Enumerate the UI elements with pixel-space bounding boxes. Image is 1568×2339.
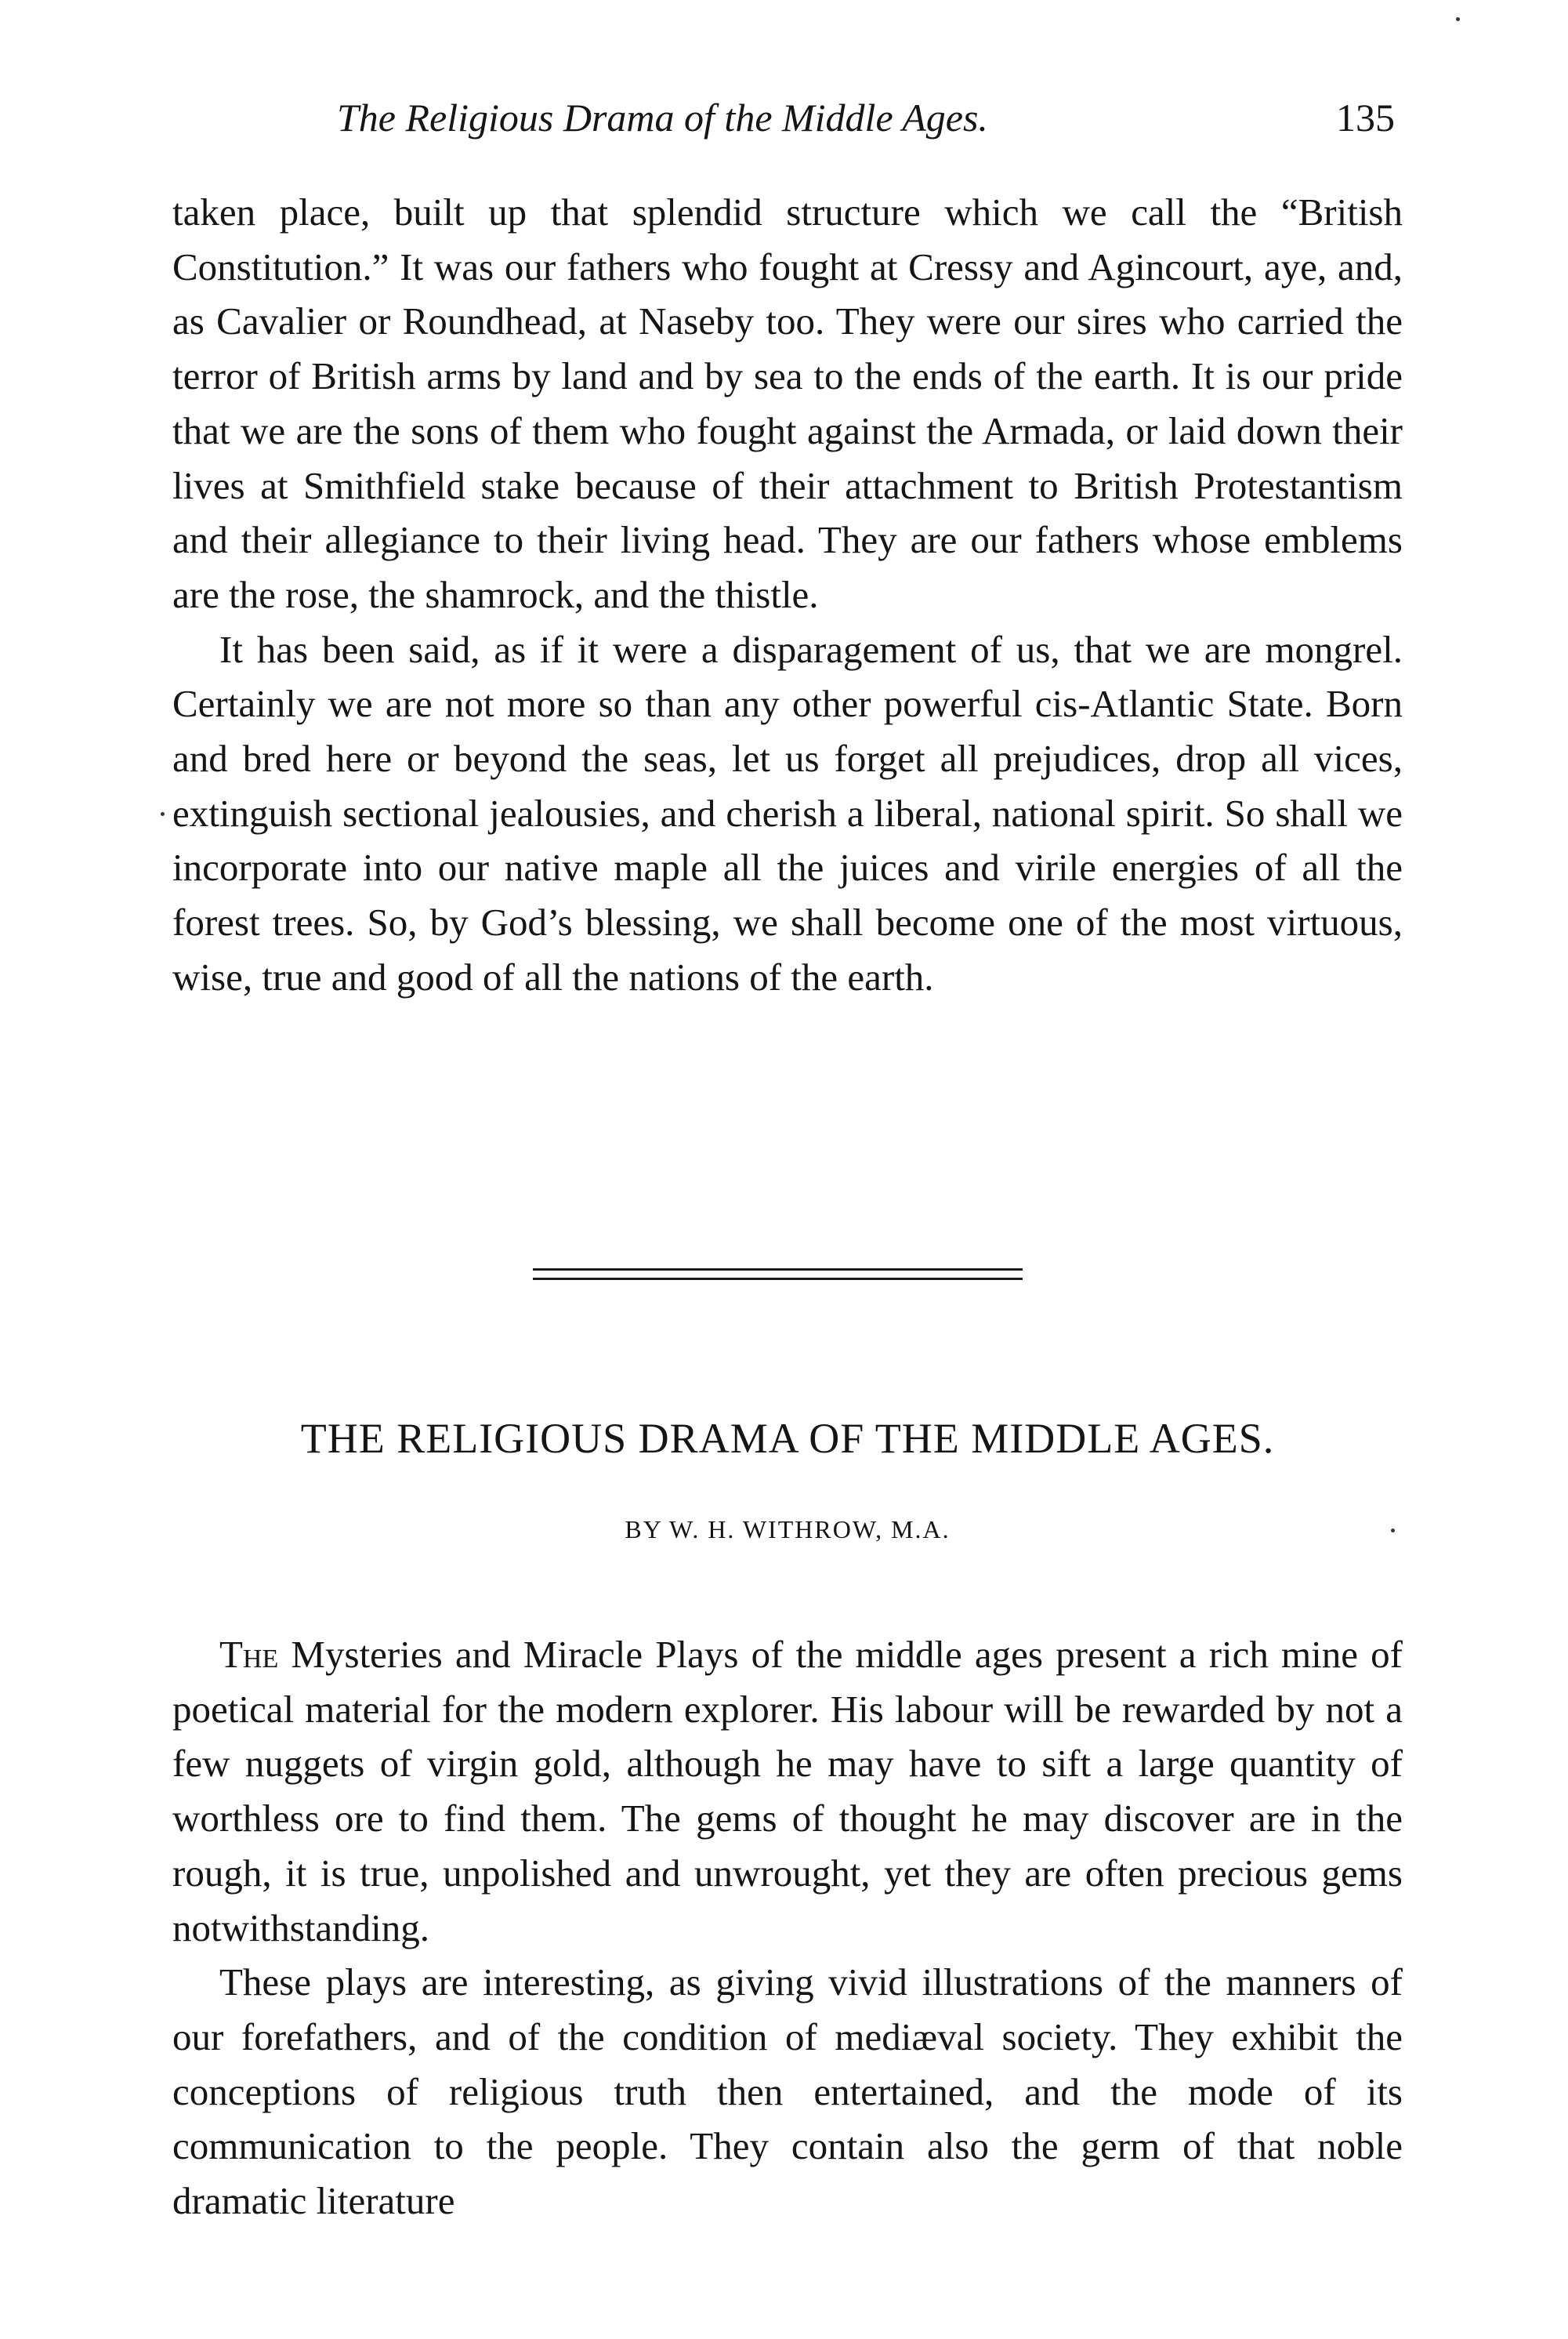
running-head: [337, 90, 1395, 145]
print-speck: [161, 812, 165, 816]
paragraph: It has been said, as if it were a disparagement of us, that we are mongrel. Certainly we are not more so than any other powerful cis-Atlantic State. Born and bred here or beyond the seas, let us forget all prejudices, drop all vices, extinguish sectional jealousies, and cherish a liberal, national spirit. So shall we incorporate into our native maple all the juices and virile energies of all the forest trees. So, by God’s blessing, we shall become one of the most virtuous, wise, true and good of all the nations of the earth.: [172, 627, 1403, 999]
running-title: The Religious Drama of the Middle Ages.: [337, 96, 988, 140]
paragraph: These plays are interesting, as giving vivid illustrations of the manners of our forefathers, and of the condition of mediæval society. They exhibit the conceptions of religious truth then entertained, and the mode of its communication to the people. They contain also the germ of that noble dramatic literature: [172, 1960, 1403, 2223]
article-byline: BY W. H. WITHROW, M.A.: [625, 1515, 951, 1543]
paragraph: taken place, built up that splendid structure which we call the “British Constitution.” It was our fathers who fought at Cressy and Agincourt, aye, and, as Cavalier or Roundhead, at Naseby too. They were our sires who carried the terror of British arms by land and by sea to the ends of the earth. It is our pride that we are the sons of them who fought against the Armada, or laid down their lives at Smithfield stake because of their attachment to British Protestantism and their allegiance to their living head. They are our fathers whose emblems are the rose, the shamrock, and the thistle.: [172, 190, 1403, 616]
paragraph: [172, 1627, 1403, 1955]
section-divider-rule: [533, 1268, 1023, 1271]
article-title: THE RELIGIOUS DRAMA OF THE MIDDLE AGES.: [300, 1415, 1275, 1462]
lead-word: The: [219, 1633, 279, 1676]
paragraph-text: Mysteries and Miracle Plays of the middle ages present a rich mine of poetical material for the modern explorer. His labour will be rewarded by not a few nuggets of virgin gold, although he may have to sift a large quantity of worthless ore to find them. The gems of thought he may discover are in the rough, it is true, unpolished and unwrought, yet they are often precious gems notwithstanding.: [172, 1633, 1403, 1949]
print-speck: [1456, 17, 1460, 21]
page-number: 135: [1336, 96, 1395, 140]
print-speck: [1391, 1529, 1395, 1532]
preceding-article-text: [172, 185, 1403, 1005]
section-divider-rule: [533, 1278, 1023, 1280]
article-body: [172, 1627, 1403, 2228]
